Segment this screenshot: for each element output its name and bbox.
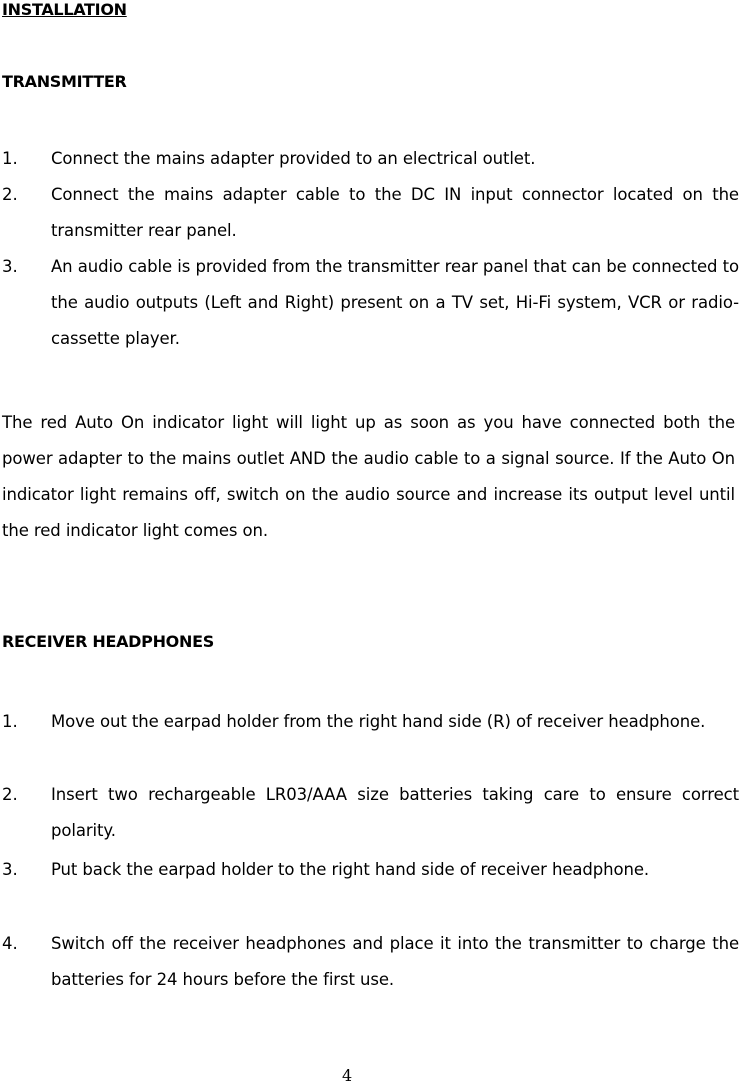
list-item-text: An audio cable is provided from the transmitter rear panel that can be connected to the audio outputs (Left and Right) present on a TV set, Hi-Fi system, VCR or radio-cassette player. <box>51 257 739 348</box>
list-item-text: Put back the earpad holder to the right hand side of receiver headphone. <box>51 860 650 879</box>
section-heading-transmitter: TRANSMITTER <box>2 72 127 91</box>
list-item-text: Connect the mains adapter cable to the DC IN input connector located on the transmitter rear panel. <box>51 185 739 240</box>
list-item-number: 3. <box>2 257 18 276</box>
list-item-number: 4. <box>2 934 18 953</box>
list-item-number: 3. <box>2 860 18 879</box>
list-item-number: 2. <box>2 185 18 204</box>
list-item-text: Insert two rechargeable LR03/AAA size batteries taking care to ensure correct polarity. <box>51 785 739 840</box>
document-title: INSTALLATION <box>2 0 127 19</box>
list-item-text: Move out the earpad holder from the right hand side (R) of receiver headphone. <box>51 712 706 731</box>
section-heading-receiver-headphones: RECEIVER HEADPHONES <box>2 632 214 651</box>
list-item-number: 2. <box>2 785 18 804</box>
auto-on-note: The red Auto On indicator light will light up as soon as you have connected both the power adapter to the mains outlet AND the audio cable to a signal source. If the Auto On indicator light remains off, switch on the audio source and increase its output level until the red indicator light comes on. <box>2 413 735 540</box>
list-item-text: Switch off the receiver headphones and place it into the transmitter to charge the batteries for 24 hours before the first use. <box>51 934 739 989</box>
page-number: 4 <box>342 1066 353 1085</box>
list-item-number: 1. <box>2 149 18 168</box>
list-item-number: 1. <box>2 712 18 731</box>
list-item-text: Connect the mains adapter provided to an electrical outlet. <box>51 149 536 168</box>
